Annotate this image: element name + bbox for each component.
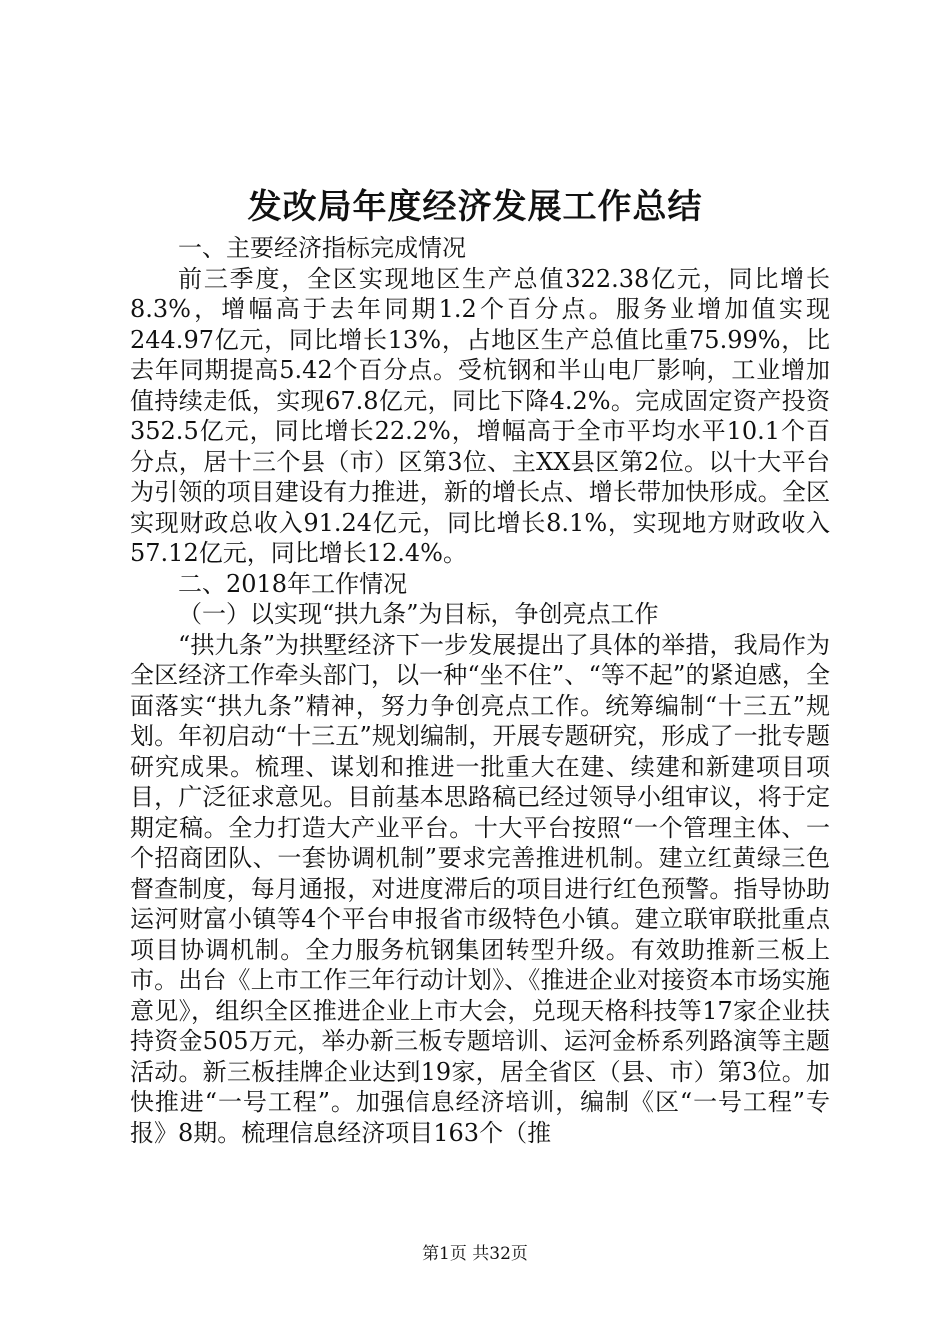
document-body [130,233,830,1148]
section-heading-2: 二、2018年工作情况 [178,569,408,598]
page-number-footer: 第1页 共32页 [422,1244,528,1264]
paragraph-highlight-work: “拱九条”为拱墅经济下一步发展提出了具体的举措，我局作为全区经济工作牵头部门，以一种“坐不住”、“等不起”的紧迫感，全面落实“拱九条”精神，努力争创亮点工作。统筹编制“十三五”规划。年初启动“十三五”规划编制，开展专题研究，形成了一批专题研究成果。梳理、谋划和推进一批重大在建、续建和新建项目项目，广泛征求意见。目前基本思路稿已经过领导小组审议，将于定期定稿。全力打造大产业平台。十大平台按照“一个管理主体、一个招商团队、一套协调机制”要求完善推进机制。建立红黄绿三色督查制度，每月通报，对进度滞后的项目进行红色预警。指导协助运河财富小镇等4个平台申报省市级特色小镇。建立联审联批重点项目协调机制。全力服务杭钢集团转型升级。有效助推新三板上市。出台《上市工作三年行动计划》、《推进企业对接资本市场实施意见》，组织全区推进企业上市大会，兑现天格科技等17家企业扶持资金505万元，举办新三板专题培训、运河金桥系列路演等主题活动。新三板挂牌企业达到19家，居全省区（县、市）第3位。加快推进“一号工程”。加强信息经济培训，编制《区“一号工程”专报》8期。梳理信息经济项目163个（推 [130,630,830,1147]
paragraph-economic-indicators: 前三季度，全区实现地区生产总值322.38亿元，同比增长8.3%，增幅高于去年同期1.2个百分点。服务业增加值实现244.97亿元，同比增长13%，占地区生产总值比重75.99%，比去年同期提高5.42个百分点。受杭钢和半山电厂影响，工业增加值持续走低，实现67.8亿元，同比下降4.2%。完成固定资产投资352.5亿元，同比增长22.2%，增幅高于全市平均水平10.1个百分点，居十三个县（市）区第3位、主XX县区第2位。以十大平台为引领的项目建设有力推进，新的增长点、增长带加快形成。全区实现财政总收入91.24亿元，同比增长8.1%，实现地方财政收入57.12亿元，同比增长12.4%。 [130,264,830,567]
subsection-heading-1: （一）以实现“拱九条”为目标，争创亮点工作 [178,600,659,628]
document-title: 发改局年度经济发展工作总结 [247,187,703,227]
section-heading-1: 一、主要经济指标完成情况 [178,234,466,262]
